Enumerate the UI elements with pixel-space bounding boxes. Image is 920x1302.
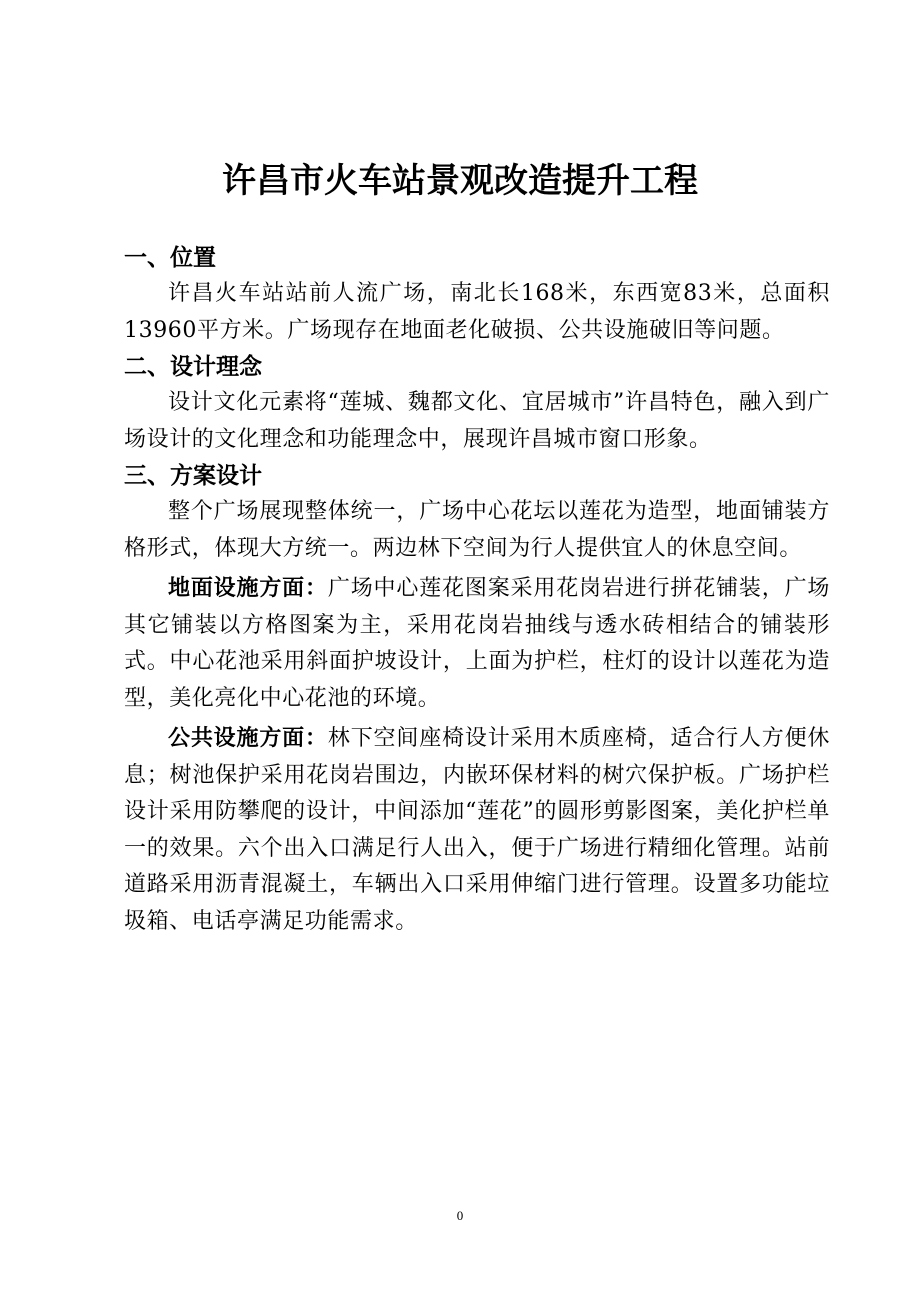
ground-facilities-paragraph [124,571,830,717]
page-number: 0 [456,1208,464,1223]
section-heading: 一、位置 [124,245,216,271]
section-scheme-design [124,458,830,940]
section-paragraph: 整个广场展现整体统一，广场中心花坛以莲花为造型，地面铺装方格形式，体现大方统一。两边林下空间为行人提供宜人的休息空间。 [124,499,830,561]
document-body [124,240,830,940]
section-paragraph: 设计文化元素将“莲城、魏都文化、宜居城市”许昌特色，融入到广场设计的文化理念和功能理念中，展现许昌城市窗口形象。 [124,390,830,452]
ground-facilities-lead: 地面设施方面： [168,576,328,601]
section-paragraph: 许昌火车站站前人流广场，南北长168米，东西宽83米，总面积13960平方米。广场现存在地面老化破损、公共设施破旧等问题。 [124,281,830,343]
document-title: 许昌市火车站景观改造提升工程 [222,161,698,201]
section-design-concept [124,349,830,458]
section-location [124,240,830,349]
ground-facilities-text: 广场中心莲花图案采用花岗岩进行拼花铺装，广场其它铺装以方格图案为主，采用花岗岩抽线与透水砖相结合的铺装形式。中心花池采用斜面护坡设计，上面为护栏，柱灯的设计以莲花为造型，美化亮化中心花池的环境。 [124,576,831,711]
public-facilities-text: 林下空间座椅设计采用木质座椅，适合行人方便休息；树池保护采用花岗岩围边，内嵌环保材料的树穴保护板。广场护栏设计采用防攀爬的设计，中间添加“莲花”的圆形剪影图案，美化护栏单一的效果。六个出入口满足行人出入，便于广场进行精细化管理。站前道路采用沥青混凝土，车辆出入口采用伸缩门进行管理。设置多功能垃圾箱、电话亭满足功能需求。 [124,726,831,934]
public-facilities-paragraph [124,721,830,940]
public-facilities-lead: 公共设施方面： [168,726,328,751]
section-heading: 三、方案设计 [124,463,262,489]
section-heading: 二、设计理念 [124,354,262,380]
